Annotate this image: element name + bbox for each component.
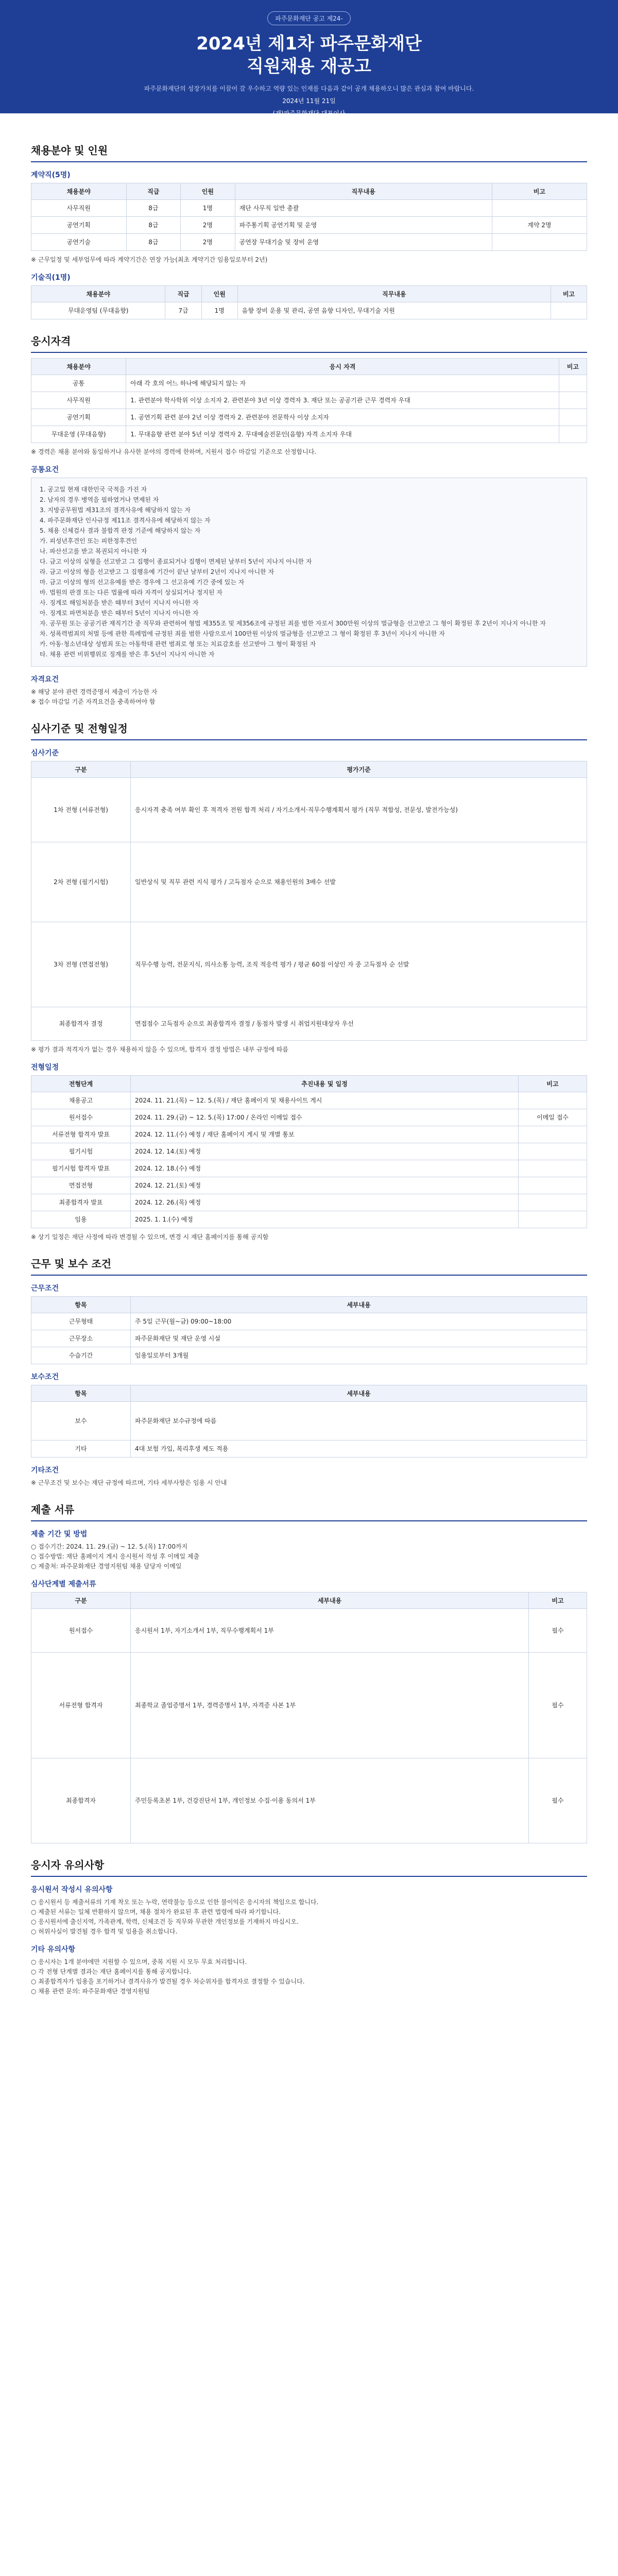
criteria-table (31, 761, 587, 1041)
th-duty: 직무내용 (237, 286, 551, 302)
cell-count: 2명 (181, 234, 235, 251)
list-item: 마. 금고 이상의 형의 선고유예를 받은 경우에 그 선고유예 기간 중에 있는 자 (40, 579, 245, 586)
table-row (31, 842, 587, 922)
cell-field: 무대운영 (무대음향) (31, 426, 126, 443)
cell-note (559, 426, 587, 443)
cell-field: 공연기획 (31, 217, 127, 234)
th-duty: 직무내용 (235, 183, 492, 200)
th-field: 채용분야 (31, 183, 127, 200)
list-item: ○ 접수기간: 2024. 11. 29.(금) ~ 12. 5.(목) 17:00까지 (31, 1543, 188, 1550)
page-title-line2: 직원채용 재공고 (247, 56, 371, 77)
table-row (31, 1211, 587, 1228)
list-item: ○ 접수방법: 재단 홈페이지 게시 응시원서 작성 후 이메일 제출 (31, 1553, 200, 1560)
cell-stage: 최종합격자 발표 (31, 1194, 131, 1211)
application-cautions (31, 1897, 587, 1937)
cell-note (519, 1194, 587, 1211)
list-item: ○ 응시원서 등 제출서류의 기재 착오 또는 누락, 연락불능 등으로 인한 불이익은 응시자의 책임으로 합니다. (31, 1899, 319, 1906)
list-item: ○ 응시자는 1개 분야에만 지원할 수 있으며, 중복 지원 시 모두 무효 처리합니다. (31, 1958, 247, 1965)
th-criteria: 평가기준 (131, 761, 587, 778)
subsection-schedule: 전형일정 (31, 1063, 59, 1072)
th-field: 채용분야 (31, 286, 165, 302)
cell-item: 근무형태 (31, 1313, 131, 1330)
cell-note (519, 1143, 587, 1160)
cell-stage: 필기시험 (31, 1143, 131, 1160)
th-detail: 세부내용 (131, 1592, 529, 1609)
cell-req: 아래 각 호의 어느 하나에 해당되지 않는 자 (126, 375, 559, 392)
subsection-other-cautions: 기타 유의사항 (31, 1945, 76, 1954)
subsection-etc: 기타조건 (31, 1466, 59, 1475)
cell-detail: 최종학교 졸업증명서 1부, 경력증명서 1부, 자격증 사본 1부 (131, 1653, 529, 1758)
list-item: 다. 금고 이상의 실형을 선고받고 그 집행이 종료되거나 집행이 면제된 날부터 5년이 지나지 아니한 자 (40, 558, 312, 565)
th-stage: 구분 (31, 761, 131, 778)
th-item: 항목 (31, 1385, 131, 1402)
subsection-pay: 보수조건 (31, 1373, 59, 1381)
tech-table (31, 285, 587, 319)
list-item: 2. 남자의 경우 병역을 필하였거나 면제된 자 (40, 496, 159, 503)
cell-detail: 응시원서 1부, 자기소개서 1부, 직무수행계획서 1부 (131, 1609, 529, 1653)
cell-stage: 필기시험 합격자 발표 (31, 1160, 131, 1177)
header-date: 2024년 11월 21일 (282, 97, 336, 105)
section-title-documents: 제출 서류 (31, 1501, 587, 1521)
table-row (31, 1330, 587, 1347)
cell-note (519, 1092, 587, 1109)
subsection-common: 공통요건 (31, 466, 59, 474)
list-item: 타. 채용 관련 비위행위로 징계를 받은 후 5년이 지나지 아니한 자 (40, 651, 215, 658)
table-row (31, 200, 587, 217)
th-item: 항목 (31, 1297, 131, 1313)
cell-field: 공연기획 (31, 409, 126, 426)
th-note: 비고 (529, 1592, 587, 1609)
table-row (31, 1007, 587, 1041)
table-row (31, 375, 587, 392)
cell-stage: 2차 전형 (필기시험) (31, 842, 131, 922)
cell-stage: 서류전형 합격자 발표 (31, 1126, 131, 1143)
cell-count: 2명 (181, 217, 235, 234)
section-title-cautions: 응시자 유의사항 (31, 1857, 587, 1877)
work-table (31, 1296, 587, 1364)
cell-count: 1명 (201, 302, 237, 319)
table-row (31, 1143, 587, 1160)
cell-stage: 1차 전형 (서류전형) (31, 778, 131, 842)
list-item: 사. 징계로 해임처분을 받은 때부터 3년이 지나지 아니한 자 (40, 599, 199, 606)
cell-note: 필수 (529, 1758, 587, 1843)
qualification-table (31, 358, 587, 443)
th-count: 인원 (201, 286, 237, 302)
cell-field: 무대운영팀 (무대음향) (31, 302, 165, 319)
cell-item: 보수 (31, 1402, 131, 1440)
list-item: ○ 최종합격자가 임용을 포기하거나 결격사유가 발견될 경우 차순위자를 합격자로 결정할 수 있습니다. (31, 1978, 305, 1985)
cell-stage: 서류전형 합격자 (31, 1653, 131, 1758)
cell-criteria: 일반상식 및 직무 관련 지식 평가 / 고득점자 순으로 채용인원의 3배수 선발 (131, 842, 587, 922)
th-stage: 구분 (31, 1592, 131, 1609)
subsection-work: 근무조건 (31, 1284, 59, 1293)
cell-note: 계약 2명 (492, 217, 587, 234)
cell-stage: 원서접수 (31, 1609, 131, 1653)
cell-note (519, 1160, 587, 1177)
th-req: 응시 자격 (126, 359, 559, 375)
cell-period: 2024. 12. 14.(토) 예정 (131, 1143, 519, 1160)
cell-detail: 파주문화재단 및 재단 운영 시설 (131, 1330, 587, 1347)
documents-table (31, 1592, 587, 1843)
cell-note (492, 200, 587, 217)
cell-stage: 원서접수 (31, 1109, 131, 1126)
cell-field: 공연기술 (31, 234, 127, 251)
header-banner (0, 0, 618, 117)
schedule-table (31, 1075, 587, 1228)
table-row (31, 302, 587, 319)
th-rank: 직급 (126, 183, 181, 200)
cell-note (551, 302, 587, 319)
th-detail: 세부내용 (131, 1385, 587, 1402)
contract-note: ※ 근무일정 및 세부업무에 따라 계약기간은 연장 가능(최초 계약기간 임용일로부터 2년) (31, 256, 268, 263)
table-row (31, 217, 587, 234)
cell-detail: 임용일로부터 3개월 (131, 1347, 587, 1364)
table-row (31, 392, 587, 409)
cell-detail: 파주문화재단 보수규정에 따름 (131, 1402, 587, 1440)
cell-detail: 주민등록초본 1부, 건강진단서 1부, 개인정보 수집·이용 동의서 1부 (131, 1758, 529, 1843)
list-item: ○ 제출된 서류는 일체 반환하지 않으며, 채용 절차가 완료된 후 관련 법령에 따라 파기합니다. (31, 1908, 281, 1916)
cell-req: 1. 무대음향 관련 분야 5년 이상 경력자 2. 무대예술전문인(음향) 자격 소지자 우대 (126, 426, 559, 443)
list-item: ○ 허위사실이 발견될 경우 합격 및 임용을 취소합니다. (31, 1928, 178, 1935)
cell-item: 수습기간 (31, 1347, 131, 1364)
list-item: ○ 채용 관련 문의: 파주문화재단 경영지원팀 (31, 1988, 150, 1995)
table-row (31, 1126, 587, 1143)
cell-field: 사무직원 (31, 200, 127, 217)
table-row (31, 1653, 587, 1758)
table-row (31, 1758, 587, 1843)
cell-rank: 8급 (126, 217, 181, 234)
notice-badge: 파주문화재단 공고 제24- (267, 11, 351, 25)
cell-stage: 임용 (31, 1211, 131, 1228)
table-row (31, 1347, 587, 1364)
submit-info (31, 1542, 587, 1571)
cell-period: 2024. 12. 21.(토) 예정 (131, 1177, 519, 1194)
section-title-screening: 심사기준 및 전형일정 (31, 720, 587, 740)
cell-detail: 4대 보험 가입, 복리후생 제도 적용 (131, 1440, 587, 1458)
table-row (31, 234, 587, 251)
table-row (31, 1177, 587, 1194)
th-note: 비고 (559, 359, 587, 375)
cell-period: 2024. 12. 26.(목) 예정 (131, 1194, 519, 1211)
cell-note (559, 375, 587, 392)
th-note: 비고 (492, 183, 587, 200)
table-row (31, 1109, 587, 1126)
cell-period: 2024. 12. 18.(수) 예정 (131, 1160, 519, 1177)
cell-note (559, 409, 587, 426)
cell-item: 기타 (31, 1440, 131, 1458)
section-title-positions: 채용분야 및 인원 (31, 142, 587, 162)
list-item: 가. 피성년후견인 또는 피한정후견인 (40, 537, 138, 545)
th-rank: 직급 (165, 286, 201, 302)
cell-note (519, 1211, 587, 1228)
section-title-qualifications: 응시자격 (31, 333, 587, 353)
table-row (31, 1402, 587, 1440)
list-item: 5. 채용 신체검사 결과 불합격 판정 기준에 해당하지 않는 자 (40, 527, 201, 534)
qualification-note: ※ 경력은 채용 분야와 동일하거나 유사한 분야의 경력에 한하며, 지원서 접수 마감일 기준으로 산정합니다. (31, 448, 317, 455)
etc-conditions (31, 1478, 587, 1488)
cell-period: 2024. 11. 29.(금) ~ 12. 5.(목) 17:00 / 온라인 이메일 접수 (131, 1109, 519, 1126)
cell-duty: 재단 사무직 일반 총괄 (235, 200, 492, 217)
schedule-note: ※ 상기 일정은 재단 사정에 따라 변경될 수 있으며, 변경 시 재단 홈페이지를 통해 공지함 (31, 1233, 269, 1241)
list-item: 아. 징계로 파면처분을 받은 때부터 5년이 지나지 아니한 자 (40, 609, 199, 617)
cell-note (492, 234, 587, 251)
cell-note (519, 1177, 587, 1194)
list-item: ○ 각 전형 단계별 결과는 재단 홈페이지를 통해 공지합니다. (31, 1968, 192, 1975)
cell-criteria: 직무수행 능력, 전문지식, 의사소통 능력, 조직 적응력 평가 / 평균 60점 이상인 자 중 고득점자 순 선발 (131, 922, 587, 1007)
th-note: 비고 (551, 286, 587, 302)
requirement-notes (31, 687, 587, 707)
cell-req: 1. 관련분야 학사학위 이상 소지자 2. 관련분야 3년 이상 경력자 3. 재단 또는 공공기관 근무 경력자 우대 (126, 392, 559, 409)
subsection-docs: 심사단계별 제출서류 (31, 1580, 96, 1588)
cell-count: 1명 (181, 200, 235, 217)
th-period: 추진내용 및 일정 (131, 1076, 519, 1092)
common-requirements (31, 478, 587, 667)
cell-period: 2025. 1. 1.(수) 예정 (131, 1211, 519, 1228)
cell-rank: 7급 (165, 302, 201, 319)
cell-note: 필수 (529, 1653, 587, 1758)
list-item: ○ 응시원서에 출신지역, 가족관계, 학력, 신체조건 등 직무와 무관한 개인정보를 기재하지 마십시오. (31, 1918, 299, 1925)
subsection-criteria: 심사기준 (31, 749, 59, 757)
table-row (31, 922, 587, 1007)
cell-note (559, 392, 587, 409)
cell-stage: 3차 전형 (면접전형) (31, 922, 131, 1007)
list-item: ※ 접수 마감일 기준 자격요건을 충족하여야 함 (31, 698, 156, 705)
subsection-submit: 제출 기간 및 방법 (31, 1530, 88, 1538)
subsection-tech: 기술직(1명) (31, 274, 71, 282)
cell-stage: 채용공고 (31, 1092, 131, 1109)
table-row (31, 1440, 587, 1458)
cell-rank: 8급 (126, 234, 181, 251)
list-item: ※ 해당 분야 관련 경력증명서 제출이 가능한 자 (31, 688, 158, 696)
cell-criteria: 면접점수 고득점자 순으로 최종합격자 결정 / 동점자 발생 시 취업지원대상자 우선 (131, 1007, 587, 1041)
list-item: 라. 금고 이상의 형을 선고받고 그 집행유예 기간이 끝난 날부터 2년이 지나지 아니한 자 (40, 568, 274, 575)
subsection-requirements: 자격요건 (31, 675, 59, 684)
cell-stage: 최종합격자 결정 (31, 1007, 131, 1041)
cell-detail: 주 5일 근무(월~금) 09:00~18:00 (131, 1313, 587, 1330)
table-row (31, 409, 587, 426)
main-content (0, 113, 618, 1996)
cell-field: 사무직원 (31, 392, 126, 409)
th-note: 비고 (519, 1076, 587, 1092)
subsection-application-cautions: 응시원서 작성시 유의사항 (31, 1886, 113, 1894)
cell-rank: 8급 (126, 200, 181, 217)
cell-duty: 파주통기획 공연기획 및 운영 (235, 217, 492, 234)
table-row (31, 1160, 587, 1177)
table-row (31, 778, 587, 842)
list-item: ※ 근무조건 및 보수는 재단 규정에 따르며, 기타 세부사항은 임용 시 안내 (31, 1479, 227, 1486)
list-item: 3. 지방공무원법 제31조의 결격사유에 해당하지 않는 자 (40, 506, 191, 514)
cell-duty: 공연장 무대기술 및 장비 운영 (235, 234, 492, 251)
list-item: 바. 법원의 판결 또는 다른 법률에 따라 자격이 상실되거나 정지된 자 (40, 589, 222, 596)
list-item: ○ 제출처: 파주문화재단 경영지원팀 채용 담당자 이메일 (31, 1563, 182, 1570)
header-org: (재)파주문화재단 대표이사 (272, 110, 346, 117)
cell-req: 1. 공연기획 관련 분야 2년 이상 경력자 2. 관련분야 전문학사 이상 소지자 (126, 409, 559, 426)
page-title: 2024년 제1차 파주문화재단 (196, 33, 422, 54)
section-title-conditions: 근무 및 보수 조건 (31, 1256, 587, 1276)
th-field: 채용분야 (31, 359, 126, 375)
contract-table (31, 183, 587, 251)
cell-note: 이메일 접수 (519, 1109, 587, 1126)
other-cautions (31, 1957, 587, 1996)
pay-table (31, 1385, 587, 1458)
table-row (31, 1609, 587, 1653)
cell-criteria: 응시자격 충족 여부 확인 후 적격자 전원 합격 처리 / 자기소개서·직무수행계획서 평가 (직무 적합성, 전문성, 발전가능성) (131, 778, 587, 842)
list-item: 차. 성폭력범죄의 처벌 등에 관한 특례법에 규정된 죄를 범한 사람으로서 100만원 이상의 벌금형을 선고받고 그 형이 확정된 후 3년이 지나지 아니한 자 (40, 630, 445, 637)
th-count: 인원 (181, 183, 235, 200)
header-description: 파주문화재단의 성장가치를 이끌어 갈 우수하고 역량 있는 인재를 다음과 같이 공개 채용하오니 많은 관심과 참여 바랍니다. (144, 85, 474, 92)
th-schedule: 전형단계 (31, 1076, 131, 1092)
table-row (31, 1313, 587, 1330)
cell-stage: 최종합격자 (31, 1758, 131, 1843)
cell-item: 근무장소 (31, 1330, 131, 1347)
cell-note: 필수 (529, 1609, 587, 1653)
criteria-note: ※ 평가 결과 적격자가 없는 경우 채용하지 않을 수 있으며, 합격자 결정 방법은 내부 규정에 따름 (31, 1046, 288, 1053)
list-item: 1. 공고일 현재 대한민국 국적을 가진 자 (40, 486, 147, 493)
table-row (31, 1092, 587, 1109)
cell-field: 공통 (31, 375, 126, 392)
cell-stage: 면접전형 (31, 1177, 131, 1194)
th-detail: 세부내용 (131, 1297, 587, 1313)
cell-duty: 음향 장비 운용 및 관리, 공연 음향 디자인, 무대기술 지원 (237, 302, 551, 319)
cell-period: 2024. 11. 21.(목) ~ 12. 5.(목) / 재단 홈페이지 및 채용사이트 게시 (131, 1092, 519, 1109)
cell-period: 2024. 12. 11.(수) 예정 / 재단 홈페이지 게시 및 개별 통보 (131, 1126, 519, 1143)
table-row (31, 1194, 587, 1211)
list-item: 자. 공무원 또는 공공기관 재직기간 중 직무와 관련하여 형법 제355조 및 제356조에 규정된 죄를 범한 자로서 300만원 이상의 벌금형을 선고받고 그 형이 확정된 후 2년이 지나지 아니한 자 (40, 620, 546, 627)
list-item: 나. 파산선고를 받고 복권되지 아니한 자 (40, 548, 147, 555)
list-item: 4. 파주문화재단 인사규정 제11조 결격사유에 해당하지 않는 자 (40, 517, 211, 524)
table-row (31, 426, 587, 443)
cell-note (519, 1126, 587, 1143)
subsection-contract: 계약직(5명) (31, 171, 71, 179)
list-item: 카. 아동·청소년대상 성범죄 또는 아동학대 관련 범죄로 형 또는 치료감호를 선고받아 그 형이 확정된 자 (40, 640, 316, 648)
